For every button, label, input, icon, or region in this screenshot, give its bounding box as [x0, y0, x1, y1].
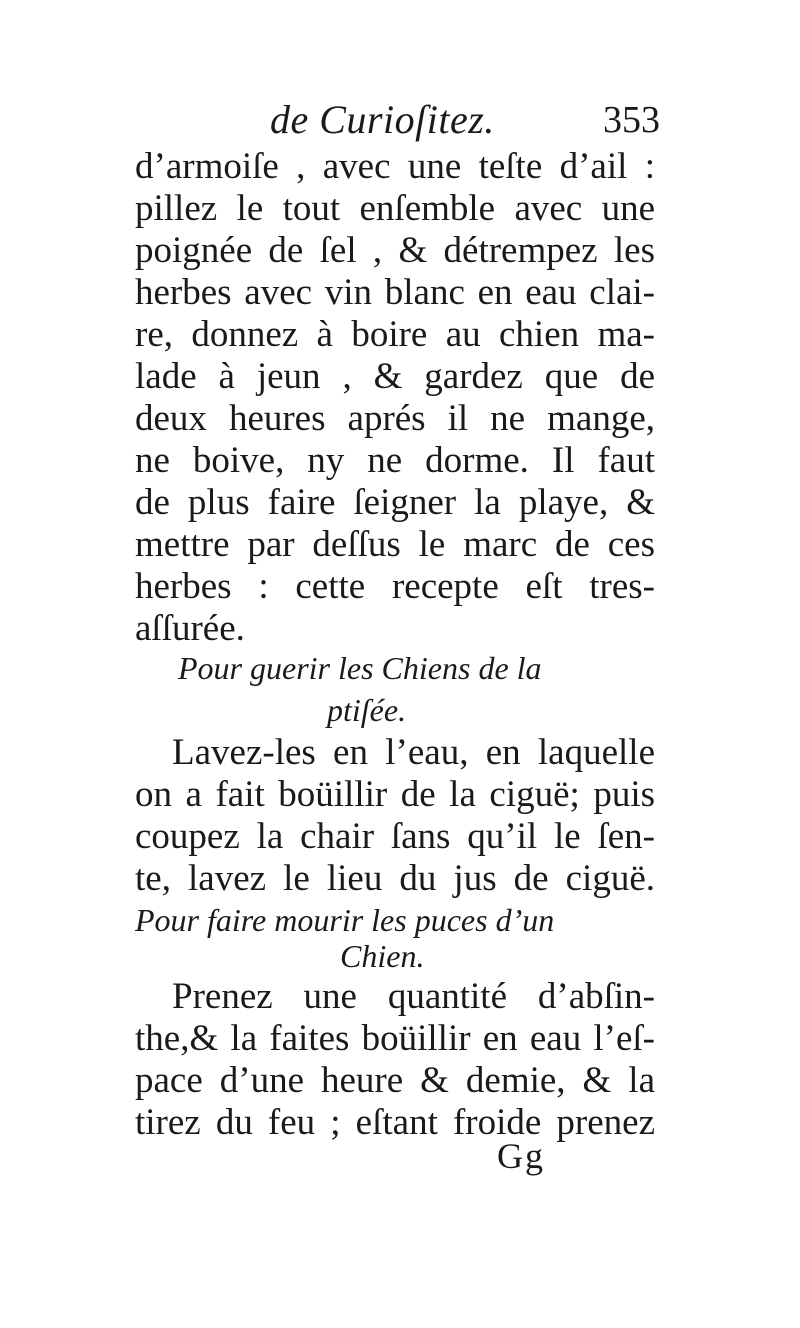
- section-heading: Pour guerir les Chiens de la: [178, 650, 542, 686]
- text-line: Prenez une quantité d’abſin-: [172, 976, 655, 1017]
- section-heading: Pour faire mourir les puces d’un: [135, 902, 555, 938]
- text-line: Lavez-les en l’eau, en laquelle: [172, 732, 655, 773]
- text-line: poignée de ſel , & détrempez les: [135, 230, 655, 271]
- text-line: te, lavez le lieu du jus de ciguë.: [135, 858, 655, 899]
- running-title: de Curioſitez.: [270, 97, 495, 142]
- text-line: lade à jeun , & gardez que de: [135, 356, 655, 397]
- text-line: tirez du feu ; eſtant froide prenez: [135, 1102, 655, 1143]
- text-line: coupez la chair ſans qu’il le ſen-: [135, 816, 655, 857]
- page-header: [270, 96, 660, 146]
- text-line: deux heures aprés il ne mange,: [135, 398, 655, 439]
- text-line: d’armoiſe , avec une teſte d’ail :: [135, 146, 655, 187]
- text-line: ne boive, ny ne dorme. Il faut: [135, 440, 655, 481]
- section-heading-continued: ptiſée.: [327, 692, 407, 728]
- signature-mark: Gg: [497, 1136, 545, 1176]
- text-line: aſſurée.: [135, 608, 245, 649]
- text-line: herbes avec vin blanc en eau clai-: [135, 272, 655, 313]
- text-line: the,& la faites boüillir en eau l’eſ-: [135, 1018, 655, 1059]
- text-line: on a fait boüillir de la ciguë; puis: [135, 774, 655, 815]
- text-line: re, donnez à boire au chien ma-: [135, 314, 655, 355]
- text-line: pillez le tout enſemble avec une: [135, 188, 655, 229]
- text-line: mettre par deſſus le marc de ces: [135, 524, 655, 565]
- text-line: herbes : cette recepte eſt tres-: [135, 566, 655, 607]
- text-line: de plus faire ſeigner la playe, &: [135, 482, 655, 523]
- page-number: 353: [603, 99, 660, 141]
- text-line: pace d’une heure & demie, & la: [135, 1060, 655, 1101]
- section-heading-continued: Chien.: [340, 938, 425, 974]
